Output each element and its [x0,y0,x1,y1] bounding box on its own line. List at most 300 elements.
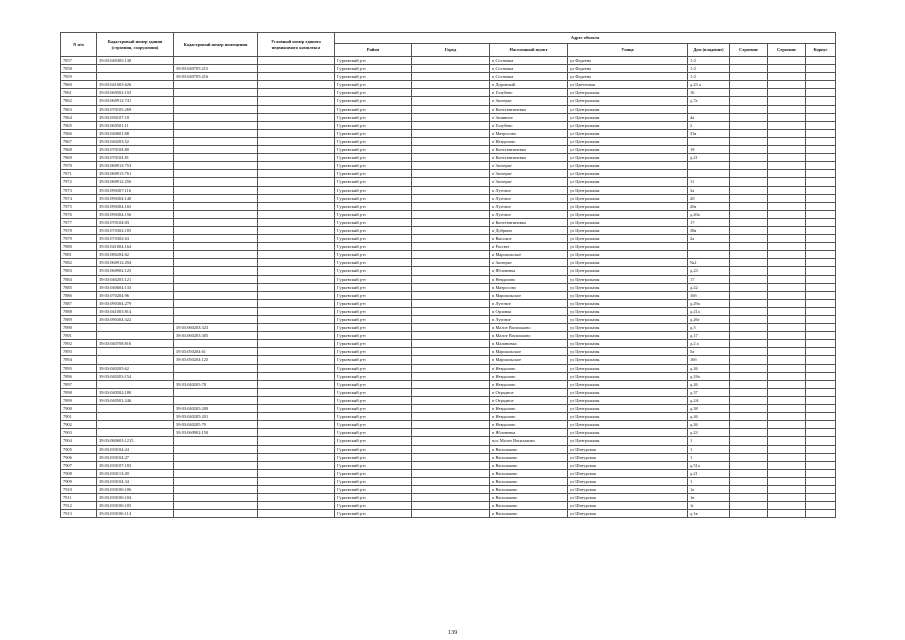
cell-building [768,97,806,105]
table-row [61,445,836,453]
table-row [61,485,836,493]
cell-corpus [806,396,836,404]
cell-settlement: п Голубево [490,121,568,129]
cell-cad-room [174,316,258,324]
cell-unified-complex [258,65,335,73]
cell-unified-complex [258,494,335,502]
cell-region: Гурьевский р-н [335,194,412,202]
cell-house: д.21 [688,154,730,162]
table-row [61,121,836,129]
cell-city [412,226,490,234]
cell-city [412,65,490,73]
cell-num: 7912 [61,502,97,510]
cell-street: ул Шатурская [568,485,688,493]
cell-region: Гурьевский р-н [335,57,412,65]
cell-city [412,461,490,469]
cell-region: Гурьевский р-н [335,97,412,105]
cell-cad-building: 39:03:090304:140 [97,194,174,202]
table-row [61,267,836,275]
cell-structure [730,356,768,364]
cell-corpus [806,129,836,137]
cell-street: ул Центральная [568,259,688,267]
cell-cad-building: 39:03:060603:1215 [97,437,174,445]
cell-street: ул Центральная [568,316,688,324]
cell-corpus [806,291,836,299]
cell-building [768,194,806,202]
cell-corpus [806,275,836,283]
cell-building [768,364,806,372]
cell-structure [730,461,768,469]
cell-cad-building: 39:03:040708:816 [97,340,174,348]
cell-settlement: п Сосновка [490,65,568,73]
cell-street: ул Центральная [568,299,688,307]
cell-num: 7896 [61,372,97,380]
table-row [61,194,836,202]
cell-street: ул Центральная [568,429,688,437]
cell-num: 7899 [61,396,97,404]
cell-street: ул Центральная [568,162,688,170]
cell-unified-complex [258,348,335,356]
table-row [61,154,836,162]
cell-city [412,356,490,364]
cell-street: ул Шатурская [568,445,688,453]
cell-corpus [806,469,836,477]
cell-structure [730,251,768,259]
cell-cad-building: 39:03:040501:246 [97,396,174,404]
cell-cad-building: 39:03:041003:626 [97,81,174,89]
cell-corpus [806,267,836,275]
cell-street: ул Шатурская [568,469,688,477]
cell-unified-complex [258,194,335,202]
cell-street: ул Центральная [568,154,688,162]
cell-building [768,429,806,437]
cell-corpus [806,372,836,380]
cell-num: 7865 [61,121,97,129]
table-header [61,33,836,57]
cell-building [768,396,806,404]
cell-settlement: п Голубево [490,89,568,97]
cell-cad-building: 39:03:060912:256 [97,178,174,186]
cell-street: ул Центральная [568,129,688,137]
cell-unified-complex [258,396,335,404]
cell-street: ул Фадеева [568,57,688,65]
cell-unified-complex [258,485,335,493]
cell-building [768,437,806,445]
cell-building [768,202,806,210]
cell-corpus [806,283,836,291]
cell-cad-building [97,348,174,356]
cell-num: 7871 [61,170,97,178]
cell-house: д.17 [688,332,730,340]
cell-settlement: п Маршальское [490,356,568,364]
cell-unified-complex [258,186,335,194]
cell-street: ул Центральная [568,340,688,348]
cell-cad-room: 39:03:040205:79 [174,421,258,429]
table-row [61,113,836,121]
cell-corpus [806,453,836,461]
cell-city [412,421,490,429]
cell-house: д.2А [688,396,730,404]
cell-cad-room [174,437,258,445]
cell-cad-building [97,65,174,73]
cell-settlement: п Невдалово [490,372,568,380]
cell-street: ул Центральная [568,332,688,340]
cell-building [768,485,806,493]
table-row [61,396,836,404]
cell-unified-complex [258,243,335,251]
cell-settlement: п Константиновка [490,154,568,162]
cell-corpus [806,494,836,502]
cell-region: Гурьевский р-н [335,453,412,461]
cell-region: Гурьевский р-н [335,477,412,485]
cell-structure [730,121,768,129]
cell-cad-room: 39:03:050204:61 [174,348,258,356]
cell-street: ул Шатурская [568,494,688,502]
cell-structure [730,429,768,437]
cell-settlement: п Яблоневка [490,267,568,275]
table-row [61,146,836,154]
cell-region: Гурьевский р-н [335,372,412,380]
cell-region: Гурьевский р-н [335,259,412,267]
cell-city [412,178,490,186]
cell-structure [730,73,768,81]
cell-unified-complex [258,251,335,259]
cell-corpus [806,154,836,162]
cell-settlement: п Малое Васильково [490,332,568,340]
cell-cad-room [174,235,258,243]
cell-structure [730,502,768,510]
cell-structure [730,194,768,202]
cell-region: Гурьевский р-н [335,445,412,453]
cell-city [412,194,490,202]
cell-unified-complex [258,235,335,243]
cell-house: д.23 [688,429,730,437]
cell-unified-complex [258,202,335,210]
cell-cad-room [174,218,258,226]
cell-unified-complex [258,218,335,226]
cell-house: 3а [688,186,730,194]
cell-cad-building: 39:03:090304:156 [97,210,174,218]
cell-city [412,57,490,65]
cell-settlement: п Константиновка [490,218,568,226]
cell-region: Гурьевский р-н [335,291,412,299]
cell-settlement: п Невдалово [490,275,568,283]
cell-num: 7903 [61,429,97,437]
cell-corpus [806,218,836,226]
cell-house: д.2 а [688,340,730,348]
cell-city [412,340,490,348]
cell-cad-room [174,194,258,202]
cell-building [768,186,806,194]
cell-corpus [806,113,836,121]
cell-street: ул Центральная [568,194,688,202]
cell-unified-complex [258,372,335,380]
cell-structure [730,113,768,121]
cell-street: ул Центральная [568,235,688,243]
cell-num: 7898 [61,388,97,396]
cell-region: Гурьевский р-н [335,388,412,396]
cell-structure [730,413,768,421]
cell-settlement: п Лутовое [490,299,568,307]
cell-cad-building: 39:03:090304:165 [97,202,174,210]
cell-corpus [806,170,836,178]
cell-building [768,73,806,81]
cell-house: 1 [688,477,730,485]
cell-cad-room [174,445,258,453]
cell-settlement: п Отрадное [490,388,568,396]
cell-street: ул Цветочная [568,81,688,89]
cell-house: д.26 [688,421,730,429]
cell-cad-room [174,283,258,291]
cell-settlement: п Добрино [490,226,568,234]
table-row [61,275,836,283]
cell-building [768,421,806,429]
col-structure-header: Строение [730,44,768,57]
cell-region: Гурьевский р-н [335,348,412,356]
cell-cad-room [174,137,258,145]
cell-house: 17 [688,218,730,226]
cell-building [768,267,806,275]
cell-building [768,275,806,283]
cell-cad-building [97,73,174,81]
cell-street: ул Центральная [568,89,688,97]
page-number: 139 [447,629,458,636]
table-body [61,57,836,518]
cell-num: 7886 [61,291,97,299]
cell-building [768,445,806,453]
cell-cad-room [174,259,258,267]
cell-num: 7857 [61,57,97,65]
cell-region: Гурьевский р-н [335,178,412,186]
table-row [61,502,836,510]
cell-city [412,202,490,210]
cell-unified-complex [258,81,335,89]
table-row [61,413,836,421]
table-row [61,453,836,461]
col-city-header: Город [412,44,490,57]
cell-cad-room [174,202,258,210]
cell-city [412,235,490,243]
cell-city [412,510,490,518]
cell-building [768,154,806,162]
cell-city [412,413,490,421]
cell-cad-room: 39:03:060902:150 [174,429,258,437]
table-row [61,307,836,315]
cell-house: д.26 [688,413,730,421]
cell-structure [730,129,768,137]
cell-cad-room [174,469,258,477]
cell-building [768,510,806,518]
cell-region: Гурьевский р-н [335,202,412,210]
cell-house: 16 [688,89,730,97]
cell-unified-complex [258,57,335,65]
col-region-header: Район [335,44,412,57]
cell-building [768,494,806,502]
cell-building [768,469,806,477]
col-street-header: Улица [568,44,688,57]
cell-structure [730,89,768,97]
cell-structure [730,57,768,65]
cell-settlement: п Константиновка [490,105,568,113]
cell-num: 7860 [61,81,97,89]
cell-num: 7878 [61,226,97,234]
cell-structure [730,259,768,267]
cell-city [412,502,490,510]
table-row [61,105,836,113]
table-row [61,65,836,73]
cell-corpus [806,121,836,129]
cell-num: 7881 [61,251,97,259]
cell-structure [730,340,768,348]
cell-building [768,380,806,388]
cell-unified-complex [258,89,335,97]
cell-region: Гурьевский р-н [335,299,412,307]
table-row [61,340,836,348]
cell-unified-complex [258,291,335,299]
cell-structure [730,154,768,162]
cell-city [412,186,490,194]
cell-city [412,291,490,299]
table-row [61,89,836,97]
cell-cad-building: 39:03:070204:96 [97,291,174,299]
registry-table-page [60,32,835,518]
cell-region: Гурьевский р-н [335,121,412,129]
cell-structure [730,421,768,429]
cell-corpus [806,421,836,429]
cell-num: 7895 [61,364,97,372]
table-row [61,251,836,259]
cell-city [412,324,490,332]
cell-city [412,243,490,251]
cell-num: 7859 [61,73,97,81]
cell-city [412,146,490,154]
cell-cad-building: 39:03:041003:814 [97,307,174,315]
cell-corpus [806,186,836,194]
table-row [61,226,836,234]
cell-city [412,129,490,137]
cell-unified-complex [258,299,335,307]
cell-house: д.1в [688,510,730,518]
cell-corpus [806,461,836,469]
table-row [61,477,836,485]
cell-structure [730,81,768,89]
cell-corpus [806,146,836,154]
cell-settlement: п Отрадное [490,396,568,404]
cell-region: Гурьевский р-н [335,210,412,218]
col-corpus-header: Корпус [806,44,836,57]
cell-cad-building [97,324,174,332]
cell-house: №2 [688,259,730,267]
cell-building [768,226,806,234]
cell-building [768,405,806,413]
cell-unified-complex [258,405,335,413]
table-row [61,97,836,105]
cell-cad-room [174,275,258,283]
cell-cad-building: 39:03:030106:106 [97,485,174,493]
cell-house: д.21 [688,469,730,477]
cell-settlement: п Васильково [490,469,568,477]
cell-house [688,162,730,170]
cell-street: ул Фадеева [568,65,688,73]
cell-house: д.26 [688,364,730,372]
cell-city [412,267,490,275]
cell-house: 2а [688,235,730,243]
cell-structure [730,307,768,315]
cell-num: 7901 [61,413,97,421]
cell-street: ул Фадеева [568,73,688,81]
cell-cad-building: 39:03:090304:279 [97,299,174,307]
cell-corpus [806,73,836,81]
cell-num: 7905 [61,445,97,453]
cell-street: ул Центральная [568,170,688,178]
cell-structure [730,186,768,194]
cell-cad-building [97,405,174,413]
cell-cad-building: 39:03:060913:761 [97,170,174,178]
cell-cad-building: 39:03:070105:269 [97,105,174,113]
cell-cad-building [97,421,174,429]
cell-building [768,89,806,97]
cell-house: д.23 [688,267,730,275]
cell-settlement: п Лутовое [490,186,568,194]
cell-cad-building: 39:03:060902:125 [97,267,174,275]
cell-region: Гурьевский р-н [335,324,412,332]
cell-structure [730,210,768,218]
cell-corpus [806,510,836,518]
cell-building [768,291,806,299]
cell-cad-building: 39:03:041004:164 [97,243,174,251]
col-unified-complex-header: Условный номер единого недвижимого комплекса [258,33,335,57]
cell-num: 7875 [61,202,97,210]
cell-house: 5а [688,348,730,356]
cell-cad-room [174,210,258,218]
cell-building [768,259,806,267]
cell-building [768,162,806,170]
cell-street: ул Центральная [568,364,688,372]
cell-unified-complex [258,413,335,421]
cell-structure [730,445,768,453]
cell-num: 7891 [61,332,97,340]
cell-cad-room [174,226,258,234]
cell-num: 7876 [61,210,97,218]
cell-settlement: п Константиновка [490,146,568,154]
cell-settlement: п Матросово [490,129,568,137]
cell-corpus [806,259,836,267]
cell-cad-room [174,267,258,275]
cell-city [412,485,490,493]
cell-settlement: п Васильково [490,477,568,485]
cell-cad-building: 39:03:030107:183 [97,461,174,469]
cell-corpus [806,162,836,170]
cell-building [768,388,806,396]
cell-structure [730,332,768,340]
cell-cad-room: 39:03:040205:201 [174,413,258,421]
cell-street: ул Центральная [568,218,688,226]
cell-cad-building: 39:03:070104:81 [97,154,174,162]
cell-settlement: п Васильково [490,461,568,469]
cell-region: Гурьевский р-н [335,421,412,429]
cell-region: Гурьевский р-н [335,510,412,518]
col-cad-room-header: Кадастровый номер помещения [174,33,258,57]
cell-structure [730,372,768,380]
cell-cad-building: 39:03:040502:180 [97,388,174,396]
cell-building [768,332,806,340]
cell-city [412,105,490,113]
cell-cad-building: 39:03:040601:88 [97,129,174,137]
cell-settlement: п Малое Васильково [490,324,568,332]
cell-corpus [806,226,836,234]
cell-settlement: п Лутовое [490,316,568,324]
cell-structure [730,477,768,485]
